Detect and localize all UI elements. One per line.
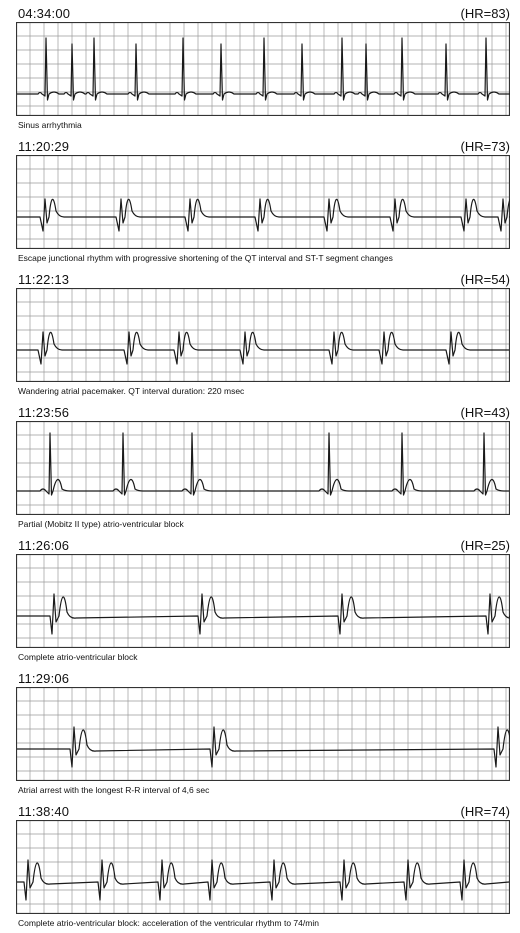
ecg-grid-chart [16,22,510,116]
ecg-strip [16,155,510,249]
timestamp-label: 11:22:13 [18,272,70,287]
ecg-strip [16,22,510,116]
ecg-strip [16,288,510,382]
strip-caption: Escape junctional rhythm with progressive shortening of the QT interval and ST-T segment changes [18,253,393,263]
ecg-trace [17,860,509,900]
ecg-grid-chart [16,421,510,515]
ecg-grid-lines [16,421,510,515]
timestamp-label: 11:26:06 [18,538,70,553]
strip-caption: Wandering atrial pacemaker. QT interval duration: 220 msec [18,386,245,396]
ecg-grid-lines [16,687,510,781]
strip-caption: Sinus arrhythmia [18,120,82,130]
ecg-grid-lines [16,820,510,914]
ecg-grid-lines [16,155,510,249]
ecg-grid-chart [16,155,510,249]
ecg-grid-lines [16,554,510,648]
strip-caption: Complete atrio-ventricular block: acceleration of the ventricular rhythm to 74/min [18,918,319,928]
ecg-strip-frame [17,289,510,382]
ecg-grid-chart [16,554,510,648]
ecg-strip [16,687,510,781]
strip-caption: Partial (Mobitz II type) atrio-ventricular block [18,519,184,529]
ecg-strip-frame [17,688,510,781]
ecg-trace [17,433,509,495]
ecg-strip-frame [17,156,510,249]
heart-rate-label: (HR=25) [460,538,510,553]
heart-rate-label: (HR=54) [460,272,510,287]
heart-rate-label: (HR=83) [460,6,510,21]
ecg-strip [16,421,510,515]
strip-caption: Complete atrio-ventricular block [18,652,138,662]
ecg-grid-chart [16,820,510,914]
ecg-strip [16,554,510,648]
strip-caption: Atrial arrest with the longest R-R interval of 4,6 sec [18,785,210,795]
ecg-strip-frame [17,555,510,648]
ecg-strip-frame [17,821,510,914]
ecg-trace [17,332,509,364]
heart-rate-label: (HR=43) [460,405,510,420]
ecg-grid-chart [16,288,510,382]
ecg-grid-chart [16,687,510,781]
timestamp-label: 11:23:56 [18,405,70,420]
timestamp-label: 11:38:40 [18,804,70,819]
timestamp-label: 11:20:29 [18,139,70,154]
timestamp-label: 04:34:00 [18,6,71,21]
ecg-grid-lines [16,288,510,382]
heart-rate-label: (HR=74) [460,804,510,819]
ecg-strip-frame [17,422,510,515]
ecg-strip [16,820,510,914]
timestamp-label: 11:29:06 [18,671,70,686]
heart-rate-label: (HR=73) [460,139,510,154]
